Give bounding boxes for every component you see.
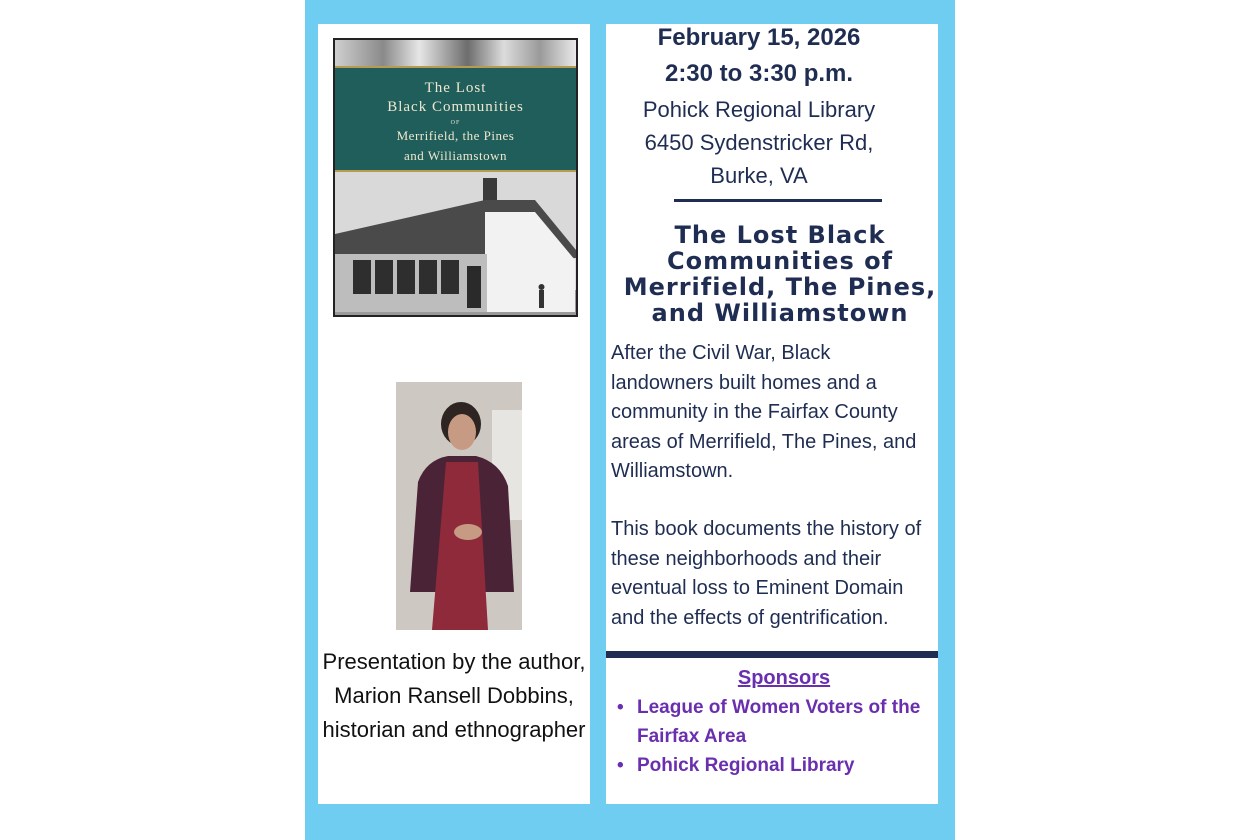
event-time: 2:30 to 3:30 p.m. [664, 60, 854, 87]
cover-photo-strip [335, 40, 576, 66]
bullet-icon: • [617, 755, 624, 776]
sponsor-name: Pohick Regional Library [637, 755, 855, 776]
cover-title-line: Merrifield, the Pines [396, 128, 515, 143]
divider [674, 199, 882, 202]
author-photo [396, 382, 522, 630]
event-date: February 15, 2026 [657, 24, 861, 51]
venue-name: Pohick Regional Library [642, 97, 876, 122]
description-paragraph: This book documents the history of these neighborhoods and their eventual loss to Eminent Domain and the effects of gentrification. [611, 518, 922, 629]
schoolhouse-photo [335, 172, 576, 317]
description-paragraph: After the Civil War, Black landowners built homes and a community in the Fairfax County areas of Merrifield, The Pines, and Williamstown. [611, 342, 917, 482]
bullet-icon: • [617, 697, 624, 718]
sponsor-name: League of Women Voters of the Fairfax Area [637, 697, 921, 747]
cover-title-line: The Lost [424, 80, 487, 96]
venue-city: Burke, VA [710, 163, 808, 188]
event-title: The Lost Black Communities of Merrifield, The Pines, and Williamstown [623, 221, 937, 327]
sponsors-heading: Sponsors [737, 667, 831, 689]
author-caption: Presentation by the author, Marion Ransell Dobbins, historian and ethnographer [322, 649, 586, 742]
cover-title-line: Black Communities [387, 99, 524, 115]
sponsor-item [612, 751, 932, 780]
sponsors-divider [606, 651, 938, 658]
cover-title-line: and Williamstown [404, 148, 507, 163]
venue-street: 6450 Sydenstricker Rd, [644, 130, 874, 155]
book-cover-image [333, 38, 578, 317]
cover-title-box [335, 66, 576, 172]
sponsor-list [612, 693, 932, 780]
cover-title-of: OF [450, 120, 461, 126]
sponsor-item [612, 693, 932, 751]
